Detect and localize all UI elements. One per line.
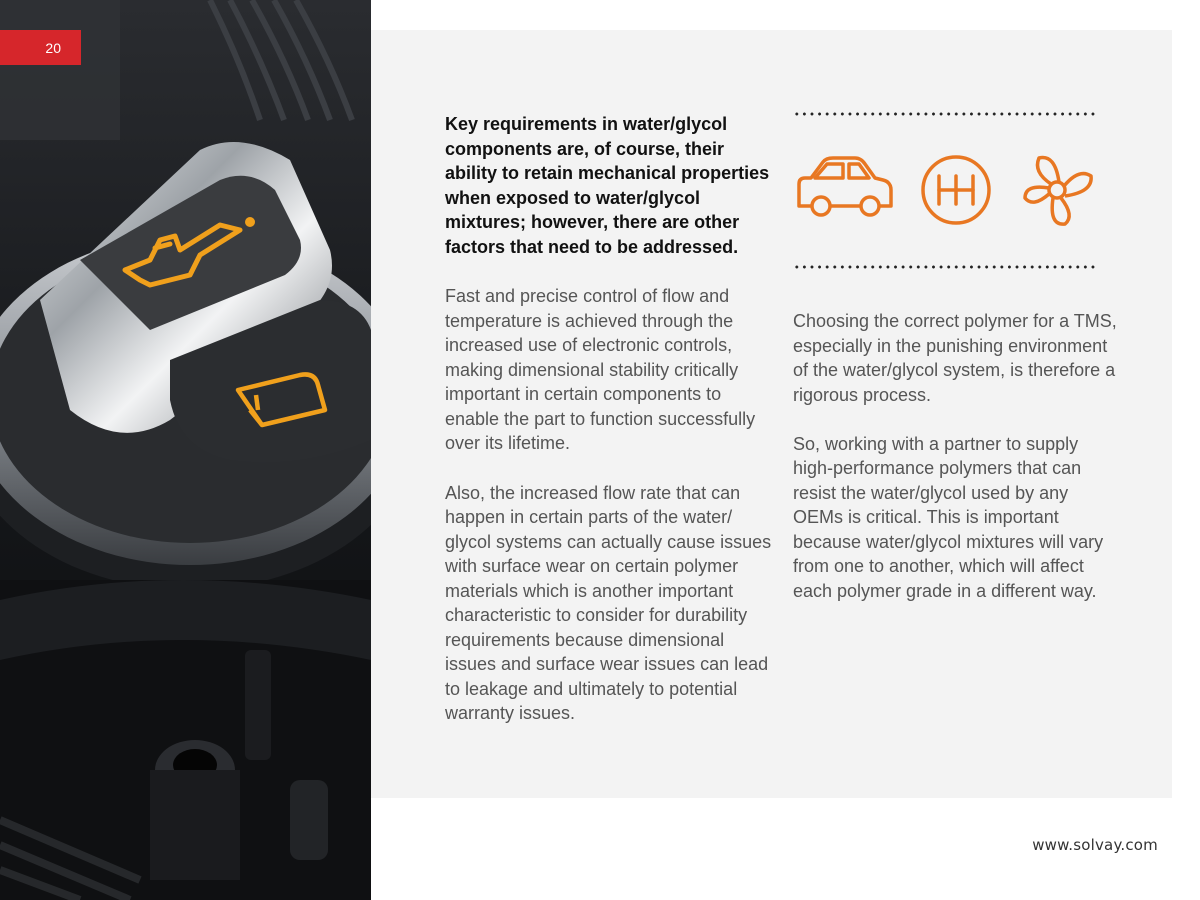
- right-text-column: [793, 309, 1123, 603]
- car-icon: [799, 158, 891, 215]
- fan-icon: [1025, 158, 1091, 225]
- engine-oil-cap-photo: [0, 0, 371, 900]
- body-paragraph: Also, the increased flow rate that can happen in certain parts of the water/ glycol systems can actually cause issues with surface wear on certain polymer materials which is another important characteristic to consider for durability requirements because dimensional issues and surface wear issues can lead to leakage and ultimately to potential warranty issues.: [445, 482, 772, 723]
- dotted-divider-top: [793, 112, 1096, 116]
- intro-paragraph: Key requirements in water/glycol components are, of course, their ability to retain mechanical properties when exposed to water/glycol mixtures; however, there are other factors that need to be addressed.: [445, 114, 770, 257]
- body-paragraph: Choosing the correct polymer for a TMS, especially in the punishing environment of the water/glycol system, is therefore a rigorous process.: [793, 311, 1117, 405]
- body-paragraph: So, working with a partner to supply high-performance polymers that can resist the water/glycol used by any OEMs is critical. This is important because water/glycol mixtures will vary from one to another, which will affect each polymer grade in a different way.: [793, 433, 1104, 601]
- dotted-divider-bottom: [793, 265, 1096, 269]
- gear-shift-icon: [923, 157, 989, 223]
- page-number-badge: 20: [0, 30, 81, 65]
- icon-row: [793, 150, 1098, 230]
- body-paragraph: Fast and precise control of flow and temperature is achieved through the increased use of electronic controls, making dimensional stability critically important in certain components to enable the part to function successfully over its lifetime.: [445, 286, 756, 453]
- left-text-column: [445, 112, 775, 726]
- footer-website-link[interactable]: www.solvay.com: [1032, 836, 1158, 854]
